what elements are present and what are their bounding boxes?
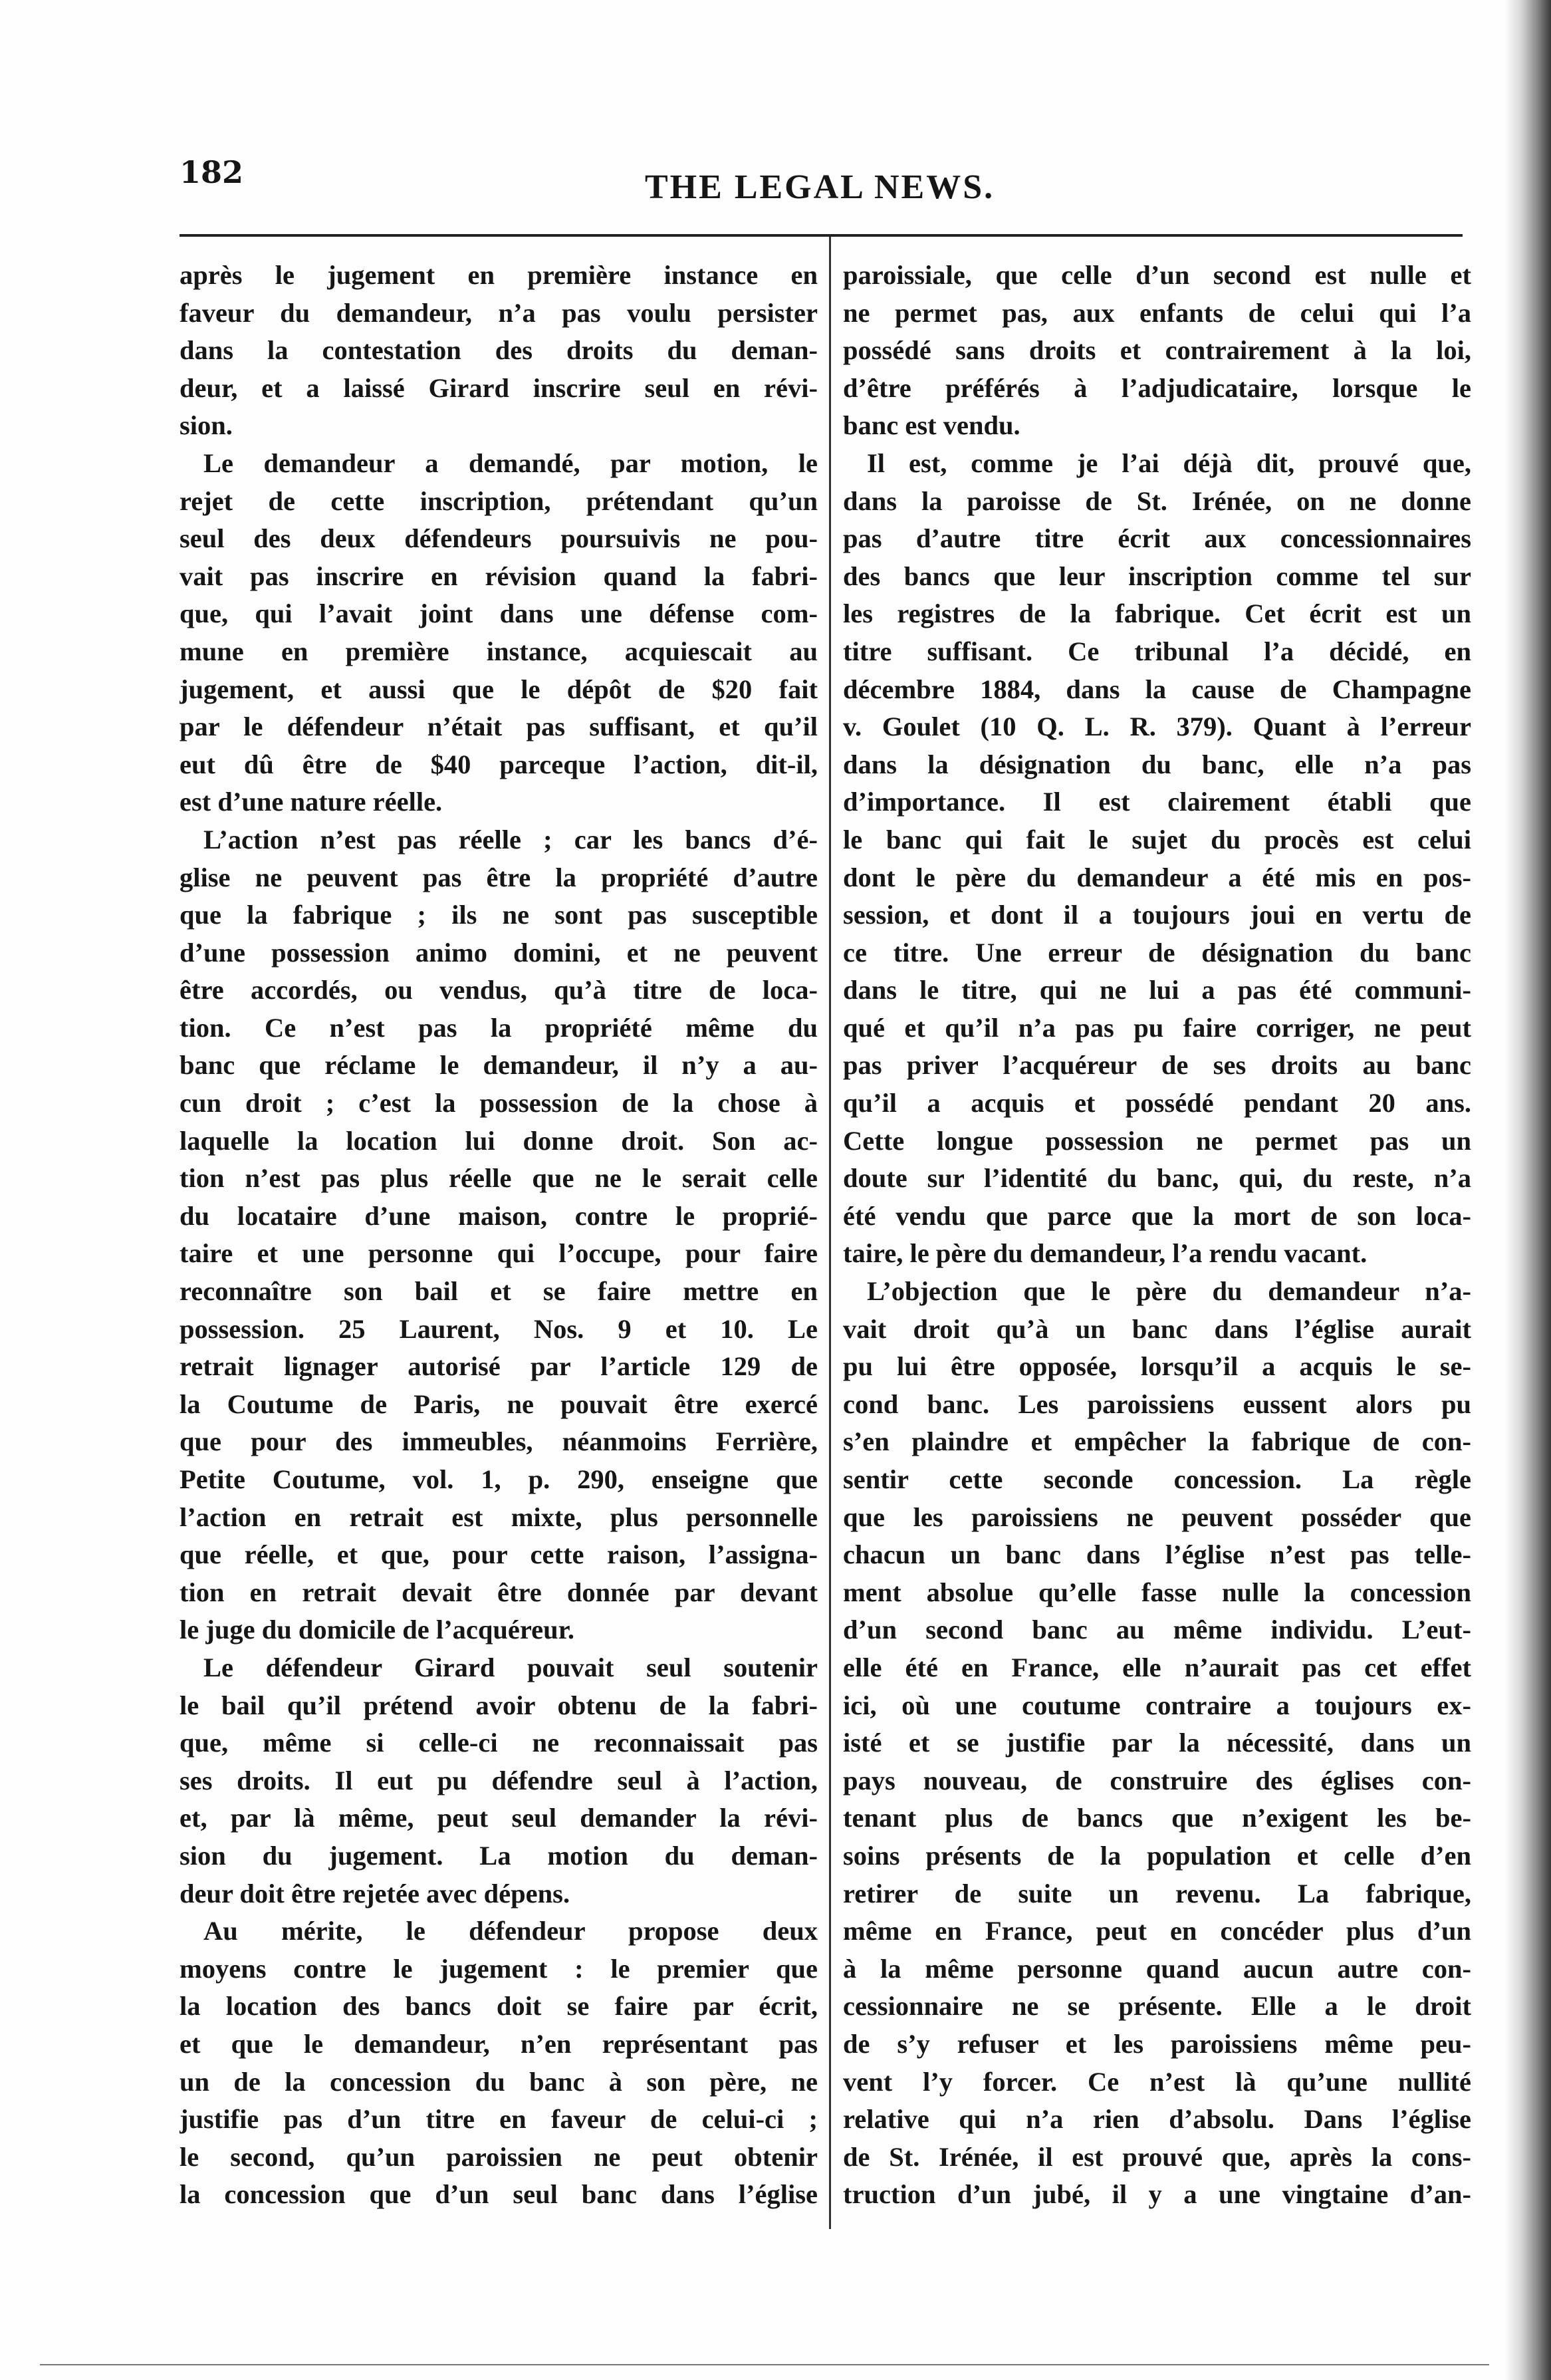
text-line: deur doit être rejetée avec dépens. xyxy=(179,1878,570,1909)
text-line: deur, et a laissé Girard inscrire seul en révi- xyxy=(179,372,818,403)
journal-title: THE LEGAL NEWS. xyxy=(645,168,995,206)
text-line: cond banc. Les paroissiens eussent alors pu xyxy=(843,1388,1471,1419)
text-line: reconnaître son bail et se faire mettre en xyxy=(179,1276,818,1307)
text-line: que la fabrique ; ils ne sont pas susceptible xyxy=(179,900,818,930)
text-line: que les paroissiens ne peuvent posséder que xyxy=(843,1502,1471,1532)
text-line: par le défendeur n’était pas suffisant, et qu’il xyxy=(179,712,818,742)
text-line: cessionnaire ne se présente. Elle a le droit xyxy=(843,1991,1471,2022)
text-line: retirer de suite un revenu. La fabrique, xyxy=(843,1878,1471,1909)
header-rule xyxy=(179,234,1463,237)
text-line: Petite Coutume, vol. 1, p. 290, enseigne que xyxy=(179,1464,818,1494)
text-line: que réelle, et que, pour cette raison, l’assigna- xyxy=(179,1539,818,1570)
column-divider xyxy=(829,237,831,2229)
text-line: dans le titre, qui ne lui a pas été communi- xyxy=(843,975,1471,1005)
text-line: les registres de la fabrique. Cet écrit est un xyxy=(843,598,1471,629)
text-line: Le défendeur Girard pouvait seul soutenir xyxy=(203,1652,818,1682)
text-line: taire, le père du demandeur, l’a rendu vacant. xyxy=(843,1238,1368,1269)
text-line: qué et qu’il n’a pas pu faire corriger, ne peut xyxy=(843,1012,1471,1043)
text-line: sion. xyxy=(179,410,233,441)
text-line: d’une possession animo domini, et ne peuvent xyxy=(179,937,818,968)
text-line: rejet de cette inscription, prétendant qu’un xyxy=(179,485,818,516)
text-line: la Coutume de Paris, ne pouvait être exercé xyxy=(179,1388,818,1419)
page-number: 182 xyxy=(179,154,244,190)
text-line: être accordés, ou vendus, qu’à titre de loca- xyxy=(179,975,818,1005)
text-line: Au mérite, le défendeur propose deux xyxy=(203,1916,818,1946)
text-line: après le jugement en première instance en xyxy=(179,260,818,290)
text-line: chacun un banc dans l’église n’est pas telle- xyxy=(843,1539,1471,1570)
text-line: possession. 25 Laurent, Nos. 9 et 10. Le xyxy=(179,1313,818,1344)
text-line: glise ne peuvent pas être la propriété d’autre xyxy=(179,862,818,892)
text-line: le second, qu’un paroissien ne peut obtenir xyxy=(179,2141,818,2172)
text-line: ce titre. Une erreur de désignation du banc xyxy=(843,937,1471,968)
text-line: le banc qui fait le sujet du procès est celui xyxy=(843,824,1471,855)
text-line: v. Goulet (10 Q. L. R. 379). Quant à l’erreur xyxy=(843,712,1471,742)
text-line: retrait lignager autorisé par l’article 129 de xyxy=(179,1351,818,1382)
text-line: mune en première instance, acquiescait au xyxy=(179,636,818,666)
text-line: ne permet pas, aux enfants de celui qui l’a xyxy=(843,297,1471,328)
text-line: d’être préférés à l’adjudicataire, lorsque le xyxy=(843,372,1471,403)
text-line: truction d’un jubé, il y a une vingtaine d’an- xyxy=(843,2179,1471,2210)
left-column xyxy=(179,257,818,2214)
text-line: relative qui n’a rien d’absolu. Dans l’église xyxy=(843,2104,1471,2135)
text-line: vait droit qu’à un banc dans l’église aurait xyxy=(843,1313,1471,1344)
text-line: dans la paroisse de St. Irénée, on ne donne xyxy=(843,485,1471,516)
text-line: ment absolue qu’elle fasse nulle la concession xyxy=(843,1577,1471,1607)
page-header xyxy=(179,154,1456,214)
text-line: sentir cette seconde concession. La règle xyxy=(843,1464,1471,1494)
text-line: des bancs que leur inscription comme tel sur xyxy=(843,561,1471,591)
text-line: d’importance. Il est clairement établi que xyxy=(843,787,1471,817)
text-line: qu’il a acquis et possédé pendant 20 ans. xyxy=(843,1088,1471,1119)
text-line: est d’une nature réelle. xyxy=(179,787,443,817)
text-line: à la même personne quand aucun autre con- xyxy=(843,1953,1471,1984)
text-line: Il est, comme je l’ai déjà dit, prouvé que, xyxy=(867,448,1471,478)
text-line: pas priver l’acquéreur de ses droits au banc xyxy=(843,1050,1471,1081)
text-line: vait pas inscrire en révision quand la fabri- xyxy=(179,561,818,591)
text-line: L’action n’est pas réelle ; car les bancs d’é- xyxy=(203,824,818,855)
bottom-edge-line xyxy=(40,2364,1489,2365)
text-line: sion du jugement. La motion du deman- xyxy=(179,1840,818,1871)
text-line: Cette longue possession ne permet pas un xyxy=(843,1125,1471,1156)
text-line: tion en retrait devait être donnée par devant xyxy=(179,1577,818,1607)
text-line: eut dû être de $40 parceque l’action, dit-il, xyxy=(179,749,818,779)
text-line: doute sur l’identité du banc, qui, du reste, n’a xyxy=(843,1163,1471,1194)
text-line: pas d’autre titre écrit aux concessionnaires xyxy=(843,523,1471,554)
text-line: un de la concession du banc à son père, ne xyxy=(179,2066,818,2097)
text-line: même en France, peut en concéder plus d’un xyxy=(843,1916,1471,1946)
text-line: tion n’est pas plus réelle que ne le serait celle xyxy=(179,1163,818,1194)
text-line: le bail qu’il prétend avoir obtenu de la fabri- xyxy=(179,1690,818,1720)
text-line: s’en plaindre et empêcher la fabrique de con- xyxy=(843,1426,1471,1457)
text-line: tion. Ce n’est pas la propriété même du xyxy=(179,1012,818,1043)
text-line: été vendu que parce que la mort de son loca- xyxy=(843,1200,1471,1231)
text-line: banc est vendu. xyxy=(843,410,1020,441)
text-line: que, même si celle-ci ne reconnaissait pas xyxy=(179,1728,818,1758)
text-line: faveur du demandeur, n’a pas voulu persister xyxy=(179,297,818,328)
text-line: ses droits. Il eut pu défendre seul à l’action, xyxy=(179,1765,818,1795)
text-line: que pour des immeubles, néanmoins Ferrière, xyxy=(179,1426,818,1457)
text-line: jugement, et aussi que le dépôt de $20 fait xyxy=(179,674,818,704)
text-line: isté et se justifie par la nécessité, dans un xyxy=(843,1728,1471,1758)
text-line: dont le père du demandeur a été mis en pos- xyxy=(843,862,1471,892)
text-line: dans la contestation des droits du deman- xyxy=(179,335,818,366)
text-line: seul des deux défendeurs poursuivis ne pou- xyxy=(179,523,818,554)
text-line: dans la désignation du banc, elle n’a pas xyxy=(843,749,1471,779)
text-line: pu lui être opposée, lorsqu’il a acquis le se- xyxy=(843,1351,1471,1382)
text-line: L’objection que le père du demandeur n’a- xyxy=(867,1276,1471,1307)
right-column xyxy=(843,257,1471,2214)
text-line: paroissiale, que celle d’un second est nulle et xyxy=(843,260,1471,290)
text-line: session, et dont il a toujours joui en vertu de xyxy=(843,900,1471,930)
text-line: taire et une personne qui l’occupe, pour faire xyxy=(179,1238,818,1269)
text-line: ici, où une coutume contraire a toujours ex- xyxy=(843,1690,1471,1720)
text-line: soins présents de la population et celle d’en xyxy=(843,1840,1471,1871)
text-line: que, qui l’avait joint dans une défense com- xyxy=(179,598,818,629)
scan-edge-shadow xyxy=(1504,0,1551,2380)
text-line: banc que réclame le demandeur, il n’y a au- xyxy=(179,1050,818,1081)
text-line: d’un second banc au même individu. L’eut- xyxy=(843,1615,1471,1645)
text-line: de St. Irénée, il est prouvé que, après la cons- xyxy=(843,2141,1471,2172)
text-line: du locataire d’une maison, contre le proprié- xyxy=(179,1200,818,1231)
text-line: de s’y refuser et les paroissiens même peu- xyxy=(843,2028,1471,2059)
text-line: possédé sans droits et contrairement à la loi, xyxy=(843,335,1471,366)
text-line: et que le demandeur, n’en représentant pas xyxy=(179,2028,818,2059)
text-line: le juge du domicile de l’acquéreur. xyxy=(179,1615,574,1645)
text-line: l’action en retrait est mixte, plus personnelle xyxy=(179,1502,818,1532)
text-line: la location des bancs doit se faire par écrit, xyxy=(179,1991,818,2022)
text-line: justifie pas d’un titre en faveur de celui-ci ; xyxy=(179,2104,818,2135)
text-line: moyens contre le jugement : le premier que xyxy=(179,1953,818,1984)
text-line: décembre 1884, dans la cause de Champagne xyxy=(843,674,1471,704)
text-line: Le demandeur a demandé, par motion, le xyxy=(203,448,818,478)
text-line: titre suffisant. Ce tribunal l’a décidé, en xyxy=(843,636,1471,666)
text-line: laquelle la location lui donne droit. Son ac- xyxy=(179,1125,818,1156)
text-line: vent l’y forcer. Ce n’est là qu’une nullité xyxy=(843,2066,1471,2097)
text-line: et, par là même, peut seul demander la révi- xyxy=(179,1803,818,1833)
text-line: cun droit ; c’est la possession de la chose à xyxy=(179,1088,818,1119)
text-line: la concession que d’un seul banc dans l’église xyxy=(179,2179,818,2210)
text-line: pays nouveau, de construire des églises con- xyxy=(843,1765,1471,1795)
text-line: tenant plus de bancs que n’exigent les be- xyxy=(843,1803,1471,1833)
text-line: elle été en France, elle n’aurait pas cet effet xyxy=(843,1652,1471,1682)
